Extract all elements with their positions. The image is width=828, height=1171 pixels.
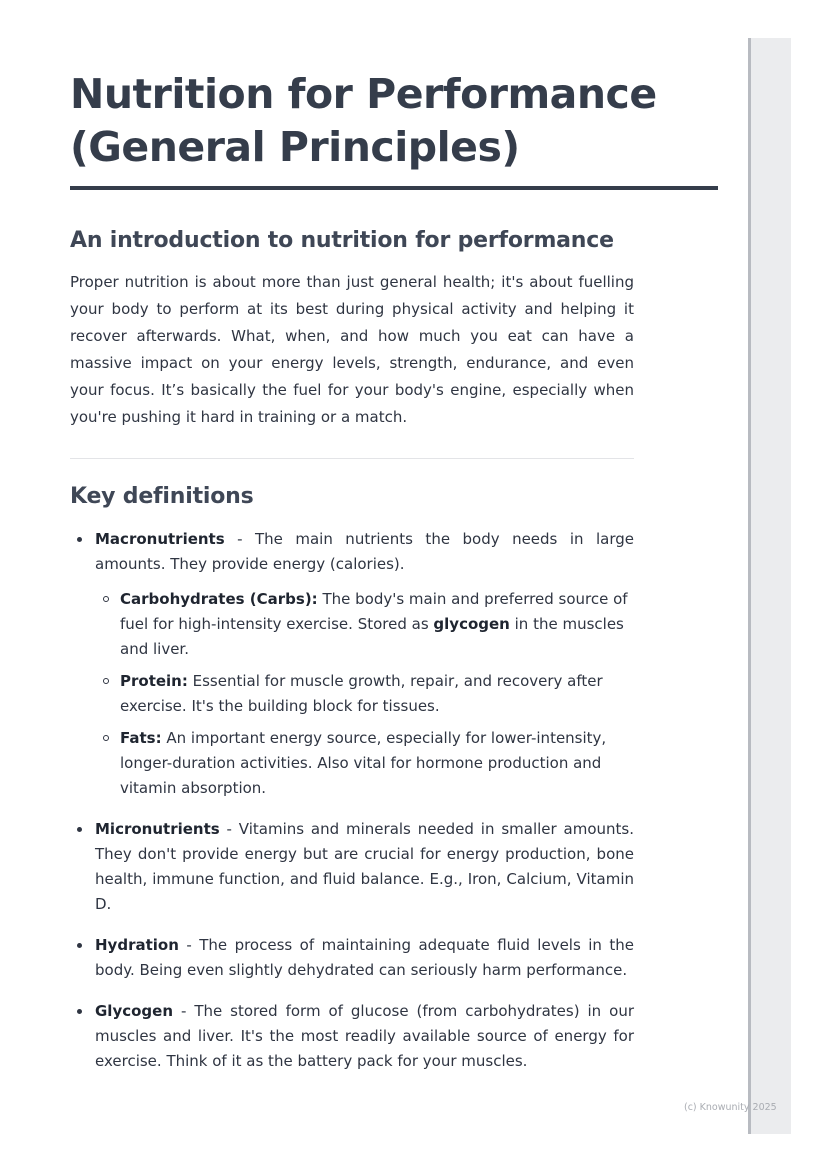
subdefinition-protein	[95, 669, 634, 719]
protein-text: Essential for muscle growth, repair, and recovery after exercise. It's the building block for tissues.	[120, 672, 603, 715]
subdefinition-fats	[95, 726, 634, 801]
glycogen-text: - The stored form of glucose (from carbohydrates) in our muscles and liver. It's the most readily available source of energy for exercise. Think of it as the battery pack for your muscles.	[95, 1002, 634, 1070]
carbs-text-after: in the muscles and liver.	[120, 615, 624, 658]
carbs-bold-glycogen: glycogen	[433, 615, 510, 633]
page-side-margin	[748, 38, 791, 1134]
term-micronutrients: Micronutrients	[95, 820, 220, 838]
document-page	[70, 68, 718, 1090]
definition-macronutrients	[70, 527, 634, 801]
micronutrients-text: - Vitamins and minerals needed in smaller amounts. They don't provide energy but are crucial for energy production, bone health, immune function, and fluid balance. E.g., Iron, Calcium, Vitamin D.	[95, 820, 634, 913]
page-title: Nutrition for Performance (General Principles)	[70, 70, 657, 171]
term-glycogen: Glycogen	[95, 1002, 174, 1020]
definition-glycogen	[70, 999, 634, 1074]
term-fats: Fats:	[120, 729, 162, 747]
section-divider	[70, 458, 634, 459]
hydration-text: - The process of maintaining adequate fluid levels in the body. Being even slightly dehydrated can seriously harm performance.	[95, 936, 634, 979]
definitions-heading: Key definitions	[70, 484, 254, 509]
fats-text: An important energy source, especially for lower-intensity, longer-duration activities. Also vital for hormone production and vitamin absorption.	[120, 729, 607, 797]
definition-hydration	[70, 933, 634, 983]
definition-micronutrients	[70, 817, 634, 917]
definitions-list	[70, 527, 634, 1074]
macronutrients-sublist	[95, 587, 634, 801]
term-carbs: Carbohydrates (Carbs):	[120, 590, 318, 608]
document-content	[70, 227, 634, 1074]
intro-heading: An introduction to nutrition for performance	[70, 228, 614, 253]
carbs-text-before: The body's main and preferred source of fuel for high-intensity exercise. Stored as	[120, 590, 628, 633]
copyright-footer: (c) Knowunity 2025	[684, 1102, 777, 1113]
title-divider	[70, 186, 718, 190]
intro-paragraph: Proper nutrition is about more than just general health; it's about fuelling your body to perform at its best during physical activity and helping it recover afterwards. What, when, and how much you eat can have a massive impact on your energy levels, strength, endurance, and even your focus. It’s basically the fuel for your body's engine, especially when you're pushing it hard in training or a match.	[70, 273, 634, 426]
term-protein: Protein:	[120, 672, 188, 690]
term-macronutrients: Macronutrients	[95, 530, 225, 548]
term-hydration: Hydration	[95, 936, 179, 954]
macronutrients-text: - The main nutrients the body needs in large amounts. They provide energy (calories).	[95, 530, 634, 573]
subdefinition-carbs	[95, 587, 634, 662]
